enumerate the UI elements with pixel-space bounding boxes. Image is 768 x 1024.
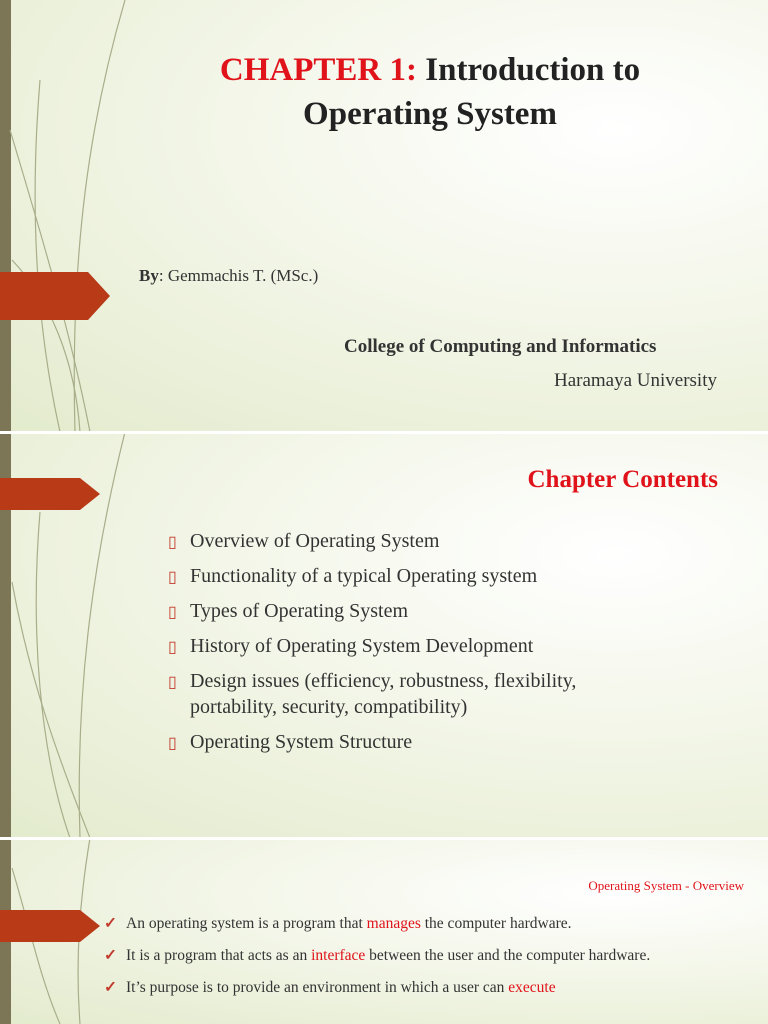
checkmark-icon: ✓ [104, 947, 117, 964]
slide-divider [0, 431, 768, 434]
overview-list [104, 912, 704, 1008]
title-line1: Introduction to [425, 52, 641, 88]
arrow-marker [0, 478, 100, 510]
checkmark-icon: ✓ [104, 979, 117, 996]
list-item: ▯ Types of Operating System [168, 598, 638, 624]
list-item: ✓ It’s purpose is to provide an environment in which a user can execute [104, 976, 704, 999]
bullet-icon: ▯ [168, 639, 177, 656]
chapter-label: CHAPTER 1: [219, 52, 417, 88]
title-slide [0, 0, 768, 432]
list-item: ▯ History of Operating System Development [168, 633, 638, 659]
college-name: College of Computing and Informatics [344, 336, 657, 357]
bullet-icon: ▯ [168, 604, 177, 621]
bullet-icon: ▯ [168, 674, 177, 691]
author-name: : Gemmachis T. (MSc.) [158, 266, 319, 285]
list-item: ▯ Operating System Structure [168, 729, 638, 755]
bullet-icon: ▯ [168, 569, 177, 586]
slide-divider [0, 837, 768, 840]
list-item: ▯ Overview of Operating System [168, 528, 638, 554]
list-item: ✓ An operating system is a program that manages the computer hardware. [104, 912, 704, 935]
list-item: ▯ Design issues (efficiency, robustness, flexibility, portability, security, compatibility) [168, 670, 577, 718]
overview-heading: Operating System - Overview [588, 878, 744, 893]
by-label: By [139, 266, 159, 285]
list-item: ✓ It is a program that acts as an interface between the user and the computer hardware. [104, 944, 704, 967]
checkmark-icon: ✓ [104, 915, 117, 932]
slide-title [130, 48, 730, 136]
university-name: Haramaya University [553, 370, 717, 391]
arrow-marker [0, 910, 100, 942]
decorative-swoosh [0, 0, 130, 432]
list-item: ▯ Functionality of a typical Operating system [168, 563, 638, 589]
contents-slide [0, 432, 768, 838]
author-byline [139, 266, 318, 286]
title-line2: Operating System [303, 96, 557, 132]
bullet-icon: ▯ [168, 534, 177, 551]
bullet-icon: ▯ [168, 735, 177, 752]
contents-heading: Chapter Contents [527, 466, 718, 493]
contents-list [168, 528, 638, 764]
overview-slide [0, 838, 768, 1024]
arrow-marker [0, 272, 110, 320]
